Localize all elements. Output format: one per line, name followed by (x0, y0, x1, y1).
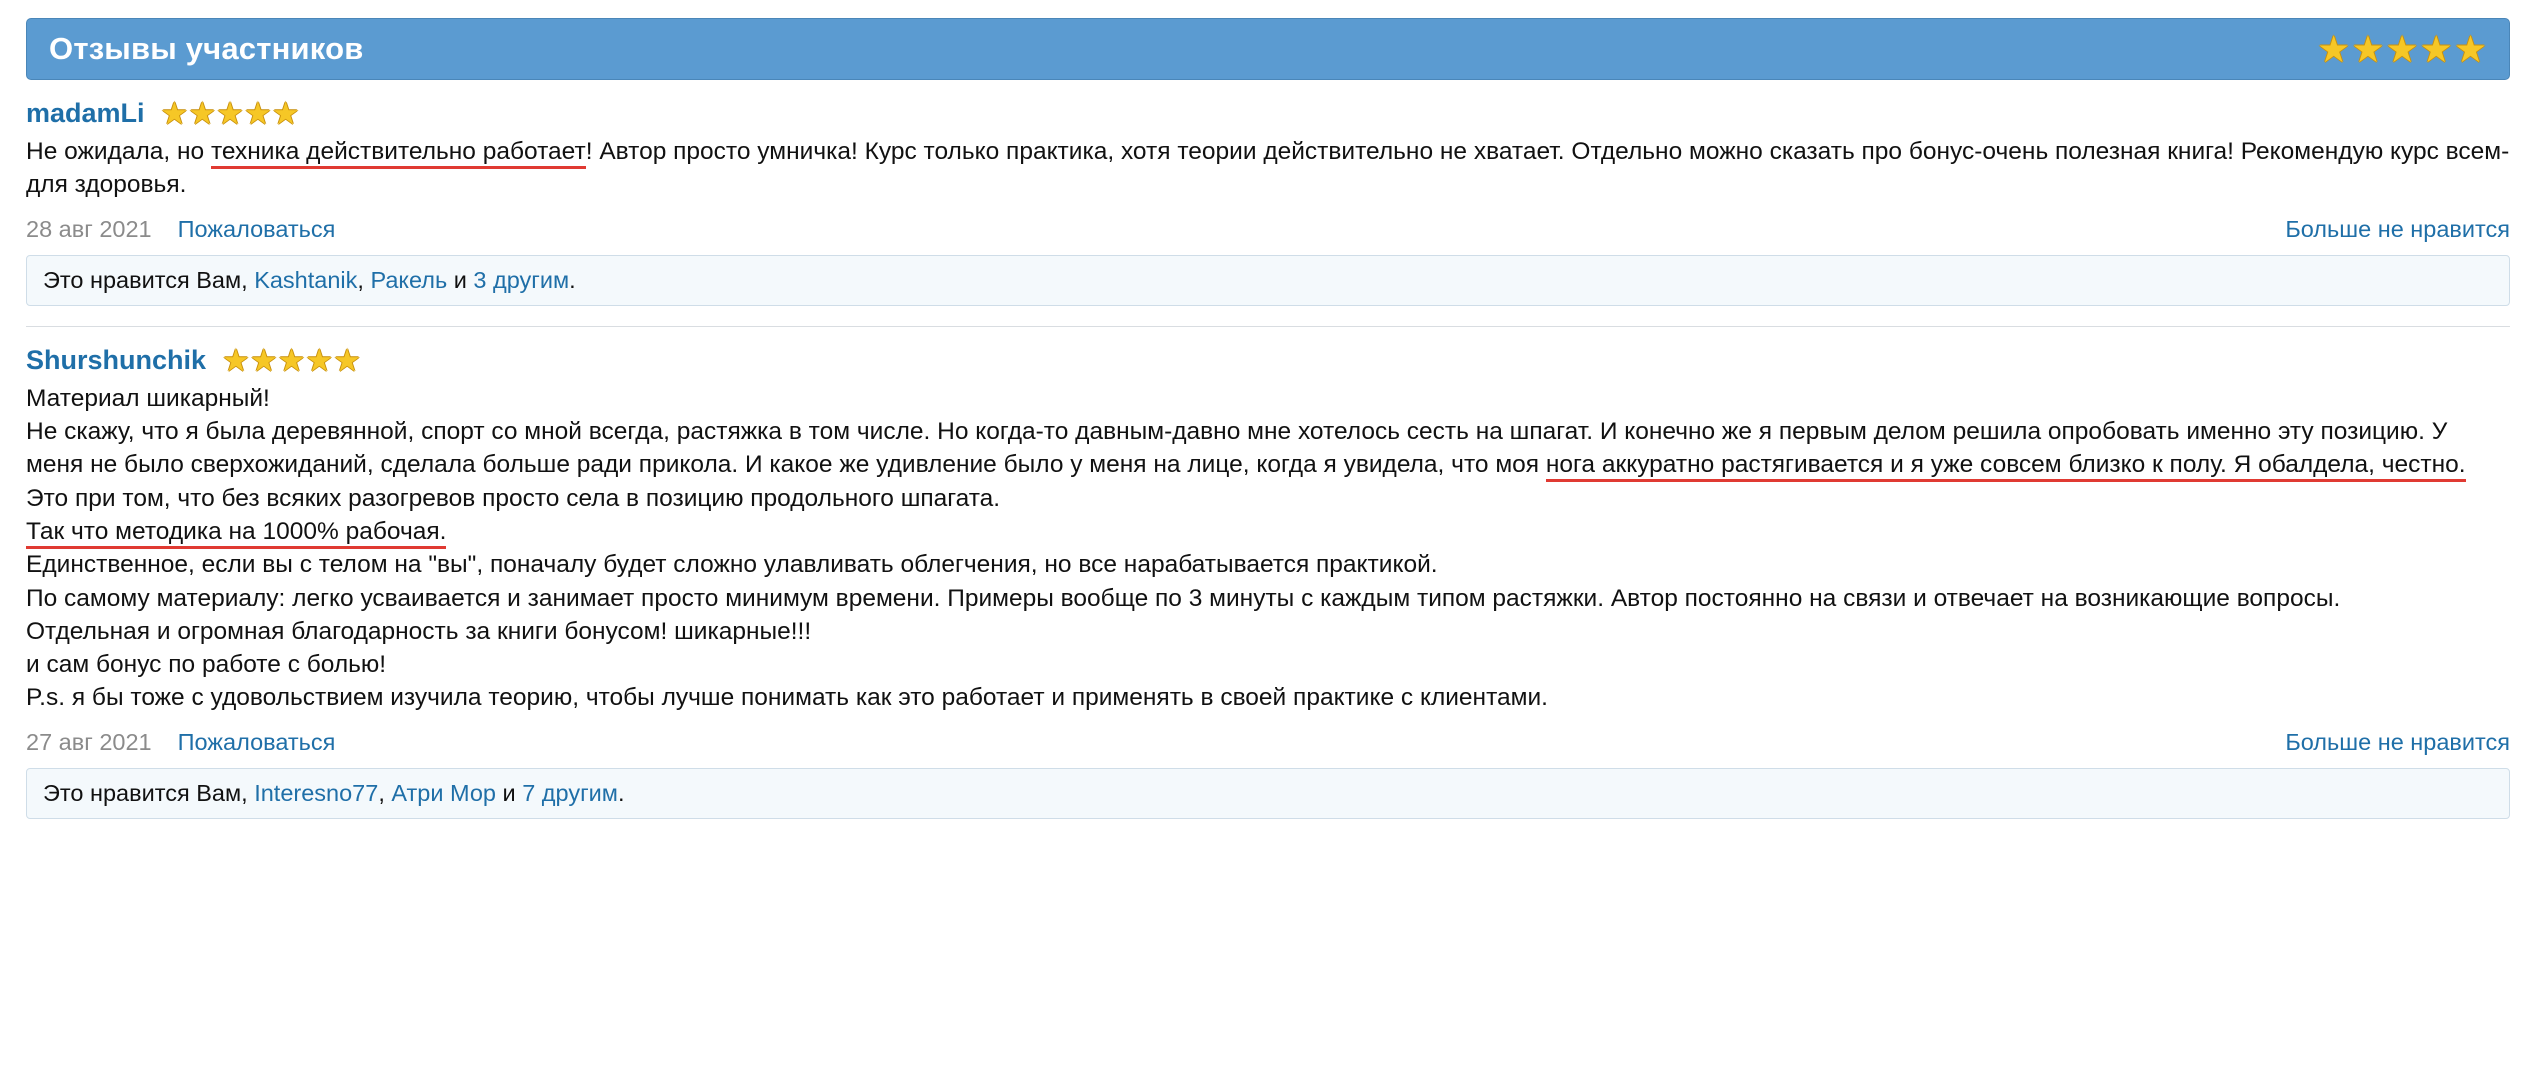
header-rating-stars (2317, 28, 2487, 70)
review-rating-star-3: ★ (216, 96, 244, 131)
review-paragraph (26, 415, 2510, 482)
plain-text: Не ожидала, но (26, 138, 211, 165)
reviews-list (26, 80, 2510, 819)
review-item (26, 80, 2510, 306)
header-rating-star-4: ★ (2419, 28, 2453, 70)
review-meta-row (26, 729, 2510, 756)
review-rating-stars (222, 342, 362, 378)
complain-link[interactable]: Пожаловаться (177, 215, 336, 242)
plain-text: По самому материалу: легко усваивается и занимает просто минимум времени. Примеры вообще по 3 минуты с каждым типом растяжки. Автор постоянно на связи и отвечает на возникающие вопросы. (26, 584, 2341, 612)
review-date: 27 авг 2021 (26, 728, 152, 755)
review-item (26, 326, 2510, 819)
highlighted-text: Так что методика на 1000% рабочая. (26, 518, 446, 549)
plain-text: ! Автор просто умничка! Курс только практика, хотя теории действительно не хватает. Отдельно можно сказать про бонус-очень полезная книга! Рекомендую курс всем-для здоровья. (26, 138, 2510, 199)
likes-suffix: . (617, 779, 625, 806)
review-rating-star-2: ★ (188, 96, 217, 131)
review-header (26, 98, 2510, 129)
complain-link[interactable]: Пожаловаться (177, 728, 336, 755)
review-paragraph (26, 582, 2510, 615)
review-rating-star-1: ★ (160, 96, 189, 131)
plain-text: Это при том, что без всяких разогревов просто села в позицию продольного шпагата. (26, 484, 1001, 512)
dislike-link[interactable]: Больше не нравится (2285, 215, 2510, 242)
reviews-header (26, 18, 2510, 80)
dislike-link[interactable]: Больше не нравится (2285, 728, 2510, 755)
header-rating-star-2: ★ (2351, 28, 2385, 70)
review-rating-star-1: ★ (222, 342, 250, 378)
review-rating-stars (161, 98, 300, 129)
likes-conjunction: и (496, 779, 523, 806)
plain-text: P.s. я бы тоже с удовольствием изучила теорию, чтобы лучше понимать как это работает и применять в своей практике с клиентами. (26, 684, 1548, 712)
plain-text: Отдельная и огромная благодарность за книги бонусом! шикарные!!! (26, 617, 812, 645)
review-author-link[interactable]: madamLi (26, 98, 145, 128)
highlighted-text: нога аккуратно растягивается и я уже совсем близко к полу. Я обалдела, честно. (1546, 451, 2466, 482)
review-paragraph (26, 135, 2510, 202)
review-rating-star-3: ★ (277, 342, 306, 378)
review-meta-left (26, 216, 335, 243)
liker-link[interactable]: Атри Мор (391, 779, 497, 806)
likes-prefix: Это нравится Вам, (43, 266, 255, 293)
review-paragraph (26, 382, 2510, 415)
review-text (26, 382, 2510, 715)
review-meta-row (26, 216, 2510, 243)
plain-text: Материал шикарный! (26, 384, 270, 412)
review-rating-star-2: ★ (249, 342, 278, 378)
page-title: Отзывы участников (49, 31, 364, 66)
likes-conjunction: и (447, 266, 474, 293)
review-paragraph (26, 548, 2510, 581)
likes-bar (26, 255, 2510, 306)
review-author-link[interactable]: Shurshunchik (26, 344, 207, 375)
plain-text: Не скажу, что я была деревянной, спорт со мной всегда, растяжка в том числе. Но когда-то давным-давно мне хотелось сесть на шпагат. И конечно же я первым делом решила опробовать именно эту позицию. У меня не было сверхожиданий, сделала больше ради прикола. И какое же удивление было у меня на лице, когда я увидела, что моя (26, 417, 2448, 479)
review-date: 28 авг 2021 (26, 215, 152, 242)
likes-prefix: Это нравится Вам, (43, 779, 255, 806)
liker-link[interactable]: Kashtanik (254, 266, 358, 293)
highlighted-text: техника действительно работает (211, 138, 586, 169)
likes-bar (26, 768, 2510, 819)
likes-others-link[interactable]: 3 другим (473, 266, 570, 293)
review-rating-star-4: ★ (305, 342, 334, 378)
likes-others-link[interactable]: 7 другим (522, 779, 618, 806)
review-paragraph (26, 648, 2510, 681)
review-rating-star-5: ★ (333, 342, 362, 378)
review-paragraph (26, 615, 2510, 648)
likes-suffix: . (569, 266, 576, 293)
review-rating-star-4: ★ (243, 96, 272, 131)
review-rating-star-5: ★ (271, 96, 300, 131)
review-paragraph (26, 681, 2510, 714)
header-rating-star-1: ★ (2317, 28, 2351, 70)
review-text (26, 135, 2510, 202)
likes-separator: , (378, 779, 392, 806)
likes-separator: , (357, 266, 371, 293)
plain-text: Единственное, если вы с телом на "вы", поначалу будет сложно улавливать облегчения, но все нарабатывается практикой. (26, 551, 1438, 579)
liker-link[interactable]: Interesno77 (254, 779, 379, 806)
review-paragraph (26, 482, 2510, 515)
header-rating-star-5: ★ (2453, 28, 2487, 70)
header-rating-star-3: ★ (2385, 28, 2419, 70)
review-paragraph (26, 515, 2510, 548)
review-meta-left (26, 729, 335, 756)
plain-text: и сам бонус по работе с болью! (26, 651, 387, 679)
review-header (26, 342, 2510, 378)
liker-link[interactable]: Ракель (370, 266, 448, 293)
